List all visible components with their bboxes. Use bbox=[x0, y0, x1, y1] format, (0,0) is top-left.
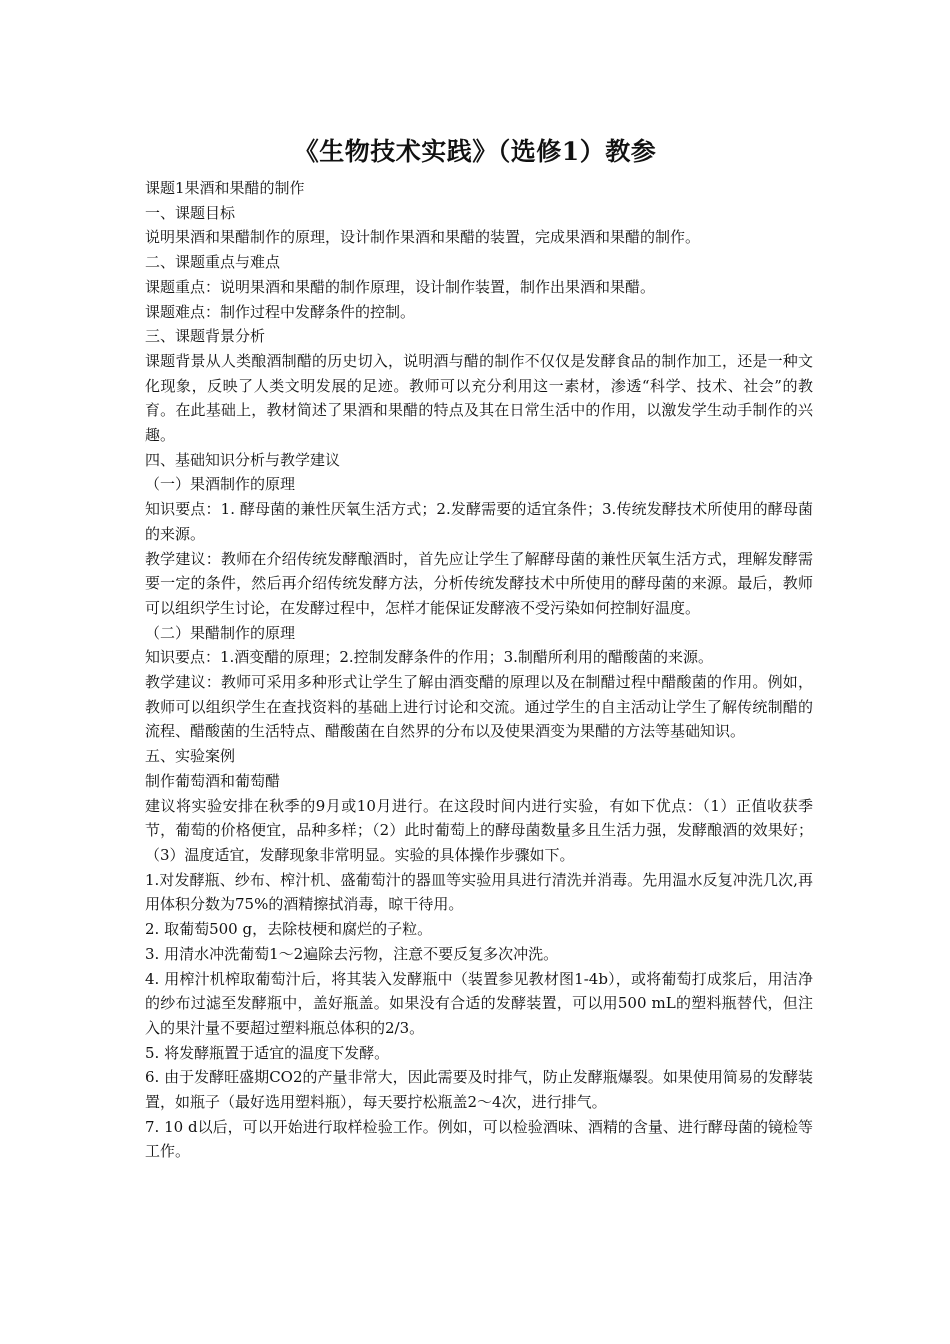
paragraph: 课题难点：制作过程中发酵条件的控制。 bbox=[145, 302, 416, 321]
paragraph: 课题背景从人类酿酒制醋的历史切入，说明酒与醋的制作不仅仅是发酵食品的制作加工，还是一种文化现象，反映了人类文明发展的足迹。教师可以充分利用这一素材，渗透“科学、技术、社会”的教育。在此基础上，教材简述了果酒和果醋的特点及其在日常生活中的作用，以激发学生动手制作的兴趣。 bbox=[145, 351, 813, 445]
section-heading: 三、课题背景分析 bbox=[145, 327, 266, 346]
step-item: 5. 将发酵瓶置于适宜的温度下发酵。 bbox=[145, 1043, 390, 1062]
step-item: 1.对发酵瓶、纱布、榨汁机、盛葡萄汁的器皿等实验用具进行清洗并消毒。先用温水反复冲洗几次,再用体积分数为75%的酒精擦拭消毒，晾干待用。 bbox=[145, 870, 813, 914]
paragraph: 知识要点：1. 酵母菌的兼性厌氧生活方式；2.发酵需要的适宜条件；3.传统发酵技术所使用的酵母菌的来源。 bbox=[145, 500, 813, 543]
subsection-heading: （二）果醋制作的原理 bbox=[145, 623, 296, 642]
step-item: 4. 用榨汁机榨取葡萄汁后，将其装入发酵瓶中（装置参见教材图1-4b），或将葡萄打成浆后，用洁净的纱布过滤至发酵瓶中，盖好瓶盖。如果没有合适的发酵装置，可以用500 mL的塑料瓶替代，但注入的果汁量不要超过塑料瓶总体积的2/3。 bbox=[145, 969, 813, 1037]
paragraph: 课题重点：说明果酒和果醋的制作原理，设计制作装置，制作出果酒和果醋。 bbox=[145, 277, 656, 296]
lesson-heading: 课题1果酒和果醋的制作 bbox=[145, 179, 305, 197]
paragraph: 教学建议：教师可采用多种形式让学生了解由酒变醋的原理以及在制醋过程中醋酸菌的作用。例如，教师可以组织学生在查找资料的基础上进行讨论和交流。通过学生的自主活动让学生了解传统制醋的流程、醋酸菌的生活特点、醋酸菌在自然界的分布以及使果酒变为果醋的方法等基础知识。 bbox=[145, 673, 813, 741]
paragraph: 教学建议：教师在介绍传统发酵酿酒时，首先应让学生了解酵母菌的兼性厌氧生活方式，理解发酵需要一定的条件，然后再介绍传统发酵方法，分析传统发酵技术中所使用的酵母菌的来源。最后，教师可以组织学生讨论，在发酵过程中，怎样才能保证发酵液不受污染如何控制好温度。 bbox=[145, 549, 813, 617]
subsection-heading: （一）果酒制作的原理 bbox=[145, 475, 296, 494]
section-heading: 五、实验案例 bbox=[145, 747, 236, 766]
section-heading: 一、课题目标 bbox=[145, 203, 236, 222]
step-item: 2. 取葡萄500 g，去除枝梗和腐烂的子粒。 bbox=[145, 920, 433, 939]
step-item: 7. 10 d以后，可以开始进行取样检验工作。例如，可以检验酒味、酒精的含量、进行酵母菌的镜检等工作。 bbox=[145, 1117, 813, 1161]
document-title: 《生物技术实践》（选修1）教参 bbox=[293, 137, 657, 166]
paragraph: 知识要点：1.酒变醋的原理；2.控制发酵条件的作用；3.制醋所利用的醋酸菌的来源。 bbox=[145, 648, 713, 667]
section-heading: 四、基础知识分析与教学建议 bbox=[145, 450, 341, 469]
step-item: 3. 用清水冲洗葡萄1～2遍除去污物，注意不要反复多次冲洗。 bbox=[145, 944, 559, 963]
step-item: 6. 由于发酵旺盛期CO2的产量非常大，因此需要及时排气，防止发酵瓶爆裂。如果使用简易的发酵装置，如瓶子（最好选用塑料瓶），每天要拧松瓶盖2～4次，进行排气。 bbox=[145, 1068, 813, 1112]
paragraph: 建议将实验安排在秋季的9月或10月进行。在这段时间内进行实验，有如下优点：（1）正值收获季节，葡萄的价格便宜，品种多样；（2）此时葡萄上的酵母菌数量多且生活力强，发酵酿酒的效果好；（3）温度适宜，发酵现象非常明显。实验的具体操作步骤如下。 bbox=[145, 796, 813, 864]
experiment-title: 制作葡萄酒和葡萄醋 bbox=[145, 771, 281, 790]
section-heading: 二、课题重点与难点 bbox=[145, 253, 281, 272]
paragraph: 说明果酒和果醋制作的原理，设计制作果酒和果醋的装置，完成果酒和果醋的制作。 bbox=[145, 228, 701, 247]
document-body bbox=[145, 176, 813, 1164]
